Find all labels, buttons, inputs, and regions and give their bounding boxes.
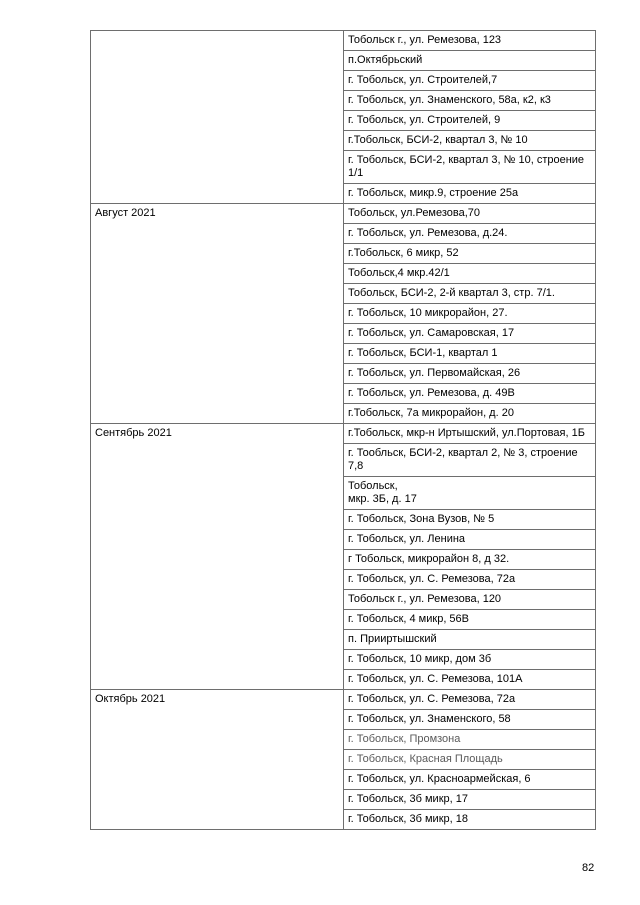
address-cell: г. Тобольск, 10 микр, дом 3б (344, 650, 596, 670)
address-table (90, 30, 596, 830)
address-cell: Тобольск г., ул. Ремезова, 120 (344, 590, 596, 610)
address-cell: г Тобольск, микрорайон 8, д 32. (344, 550, 596, 570)
address-cell: Тобольск, ул.Ремезова,70 (344, 204, 596, 224)
period-cell: Сентябрь 2021 (91, 424, 344, 690)
address-cell: г. Тобольск, 3б микр, 17 (344, 790, 596, 810)
address-cell: г. Тобольск, Красная Площадь (344, 750, 596, 770)
address-cell: г. Тобольск, Промзона (344, 730, 596, 750)
table-row (91, 690, 596, 710)
address-cell: г. Тообльск, БСИ-2, квартал 2, № 3, строение 7,8 (344, 444, 596, 477)
period-cell: Октябрь 2021 (91, 690, 344, 830)
address-cell: г. Тобольск, ул. С. Ремезова, 72а (344, 690, 596, 710)
address-cell: г.Тобольск, мкр-н Иртышский, ул.Портовая, 1Б (344, 424, 596, 444)
page-number: 82 (582, 862, 595, 874)
address-cell: Тобольск, мкр. 3Б, д. 17 (344, 477, 596, 510)
address-cell: г. Тобольск, ул. Знаменского, 58 (344, 710, 596, 730)
address-cell: Тобольск,4 мкр.42/1 (344, 264, 596, 284)
address-cell: г. Тобольск, ул. С. Ремезова, 101А (344, 670, 596, 690)
table-row (91, 424, 596, 444)
address-cell: г. Тобольск, ул. Красноармейская, 6 (344, 770, 596, 790)
address-cell: Тобольск, БСИ-2, 2-й квартал 3, стр. 7/1. (344, 284, 596, 304)
address-cell: г. Тобольск, ул. Первомайская, 26 (344, 364, 596, 384)
address-cell: г. Тобольск, Зона Вузов, № 5 (344, 510, 596, 530)
address-cell: г. Тобольск, ул. Самаровская, 17 (344, 324, 596, 344)
address-cell: п.Октябрьский (344, 51, 596, 71)
address-cell: г. Тобольск, БСИ-1, квартал 1 (344, 344, 596, 364)
address-cell: г. Тобольск, ул. Знаменского, 58а, к2, к3 (344, 91, 596, 111)
period-cell: Август 2021 (91, 204, 344, 424)
address-cell: п. Прииртышский (344, 630, 596, 650)
address-cell: г. Тобольск, ул. Строителей, 9 (344, 111, 596, 131)
address-cell: г. Тобольск, 10 микрорайон, 27. (344, 304, 596, 324)
period-cell (91, 31, 344, 204)
address-cell: г. Тобольск, БСИ-2, квартал 3, № 10, строение 1/1 (344, 151, 596, 184)
address-cell: г. Тобольск, 3б микр, 18 (344, 810, 596, 830)
table-row (91, 204, 596, 224)
address-cell: г. Тобольск, ул. С. Ремезова, 72а (344, 570, 596, 590)
address-cell: г. Тобольск, ул. Ремезова, д.24. (344, 224, 596, 244)
address-cell: г. Тобольск, микр.9, строение 25а (344, 184, 596, 204)
table-row (91, 31, 596, 51)
address-cell: г.Тобольск, БСИ-2, квартал 3, № 10 (344, 131, 596, 151)
address-cell: г. Тобольск, 4 микр, 56В (344, 610, 596, 630)
address-cell: г. Тобольск, ул. Строителей,7 (344, 71, 596, 91)
address-cell: г.Тобольск, 6 микр, 52 (344, 244, 596, 264)
address-cell: г. Тобольск, ул. Ремезова, д. 49В (344, 384, 596, 404)
address-table-body (91, 31, 596, 830)
address-cell: г. Тобольск, ул. Ленина (344, 530, 596, 550)
address-cell: Тобольск г., ул. Ремезова, 123 (344, 31, 596, 51)
address-cell: г.Тобольск, 7а микрорайон, д. 20 (344, 404, 596, 424)
